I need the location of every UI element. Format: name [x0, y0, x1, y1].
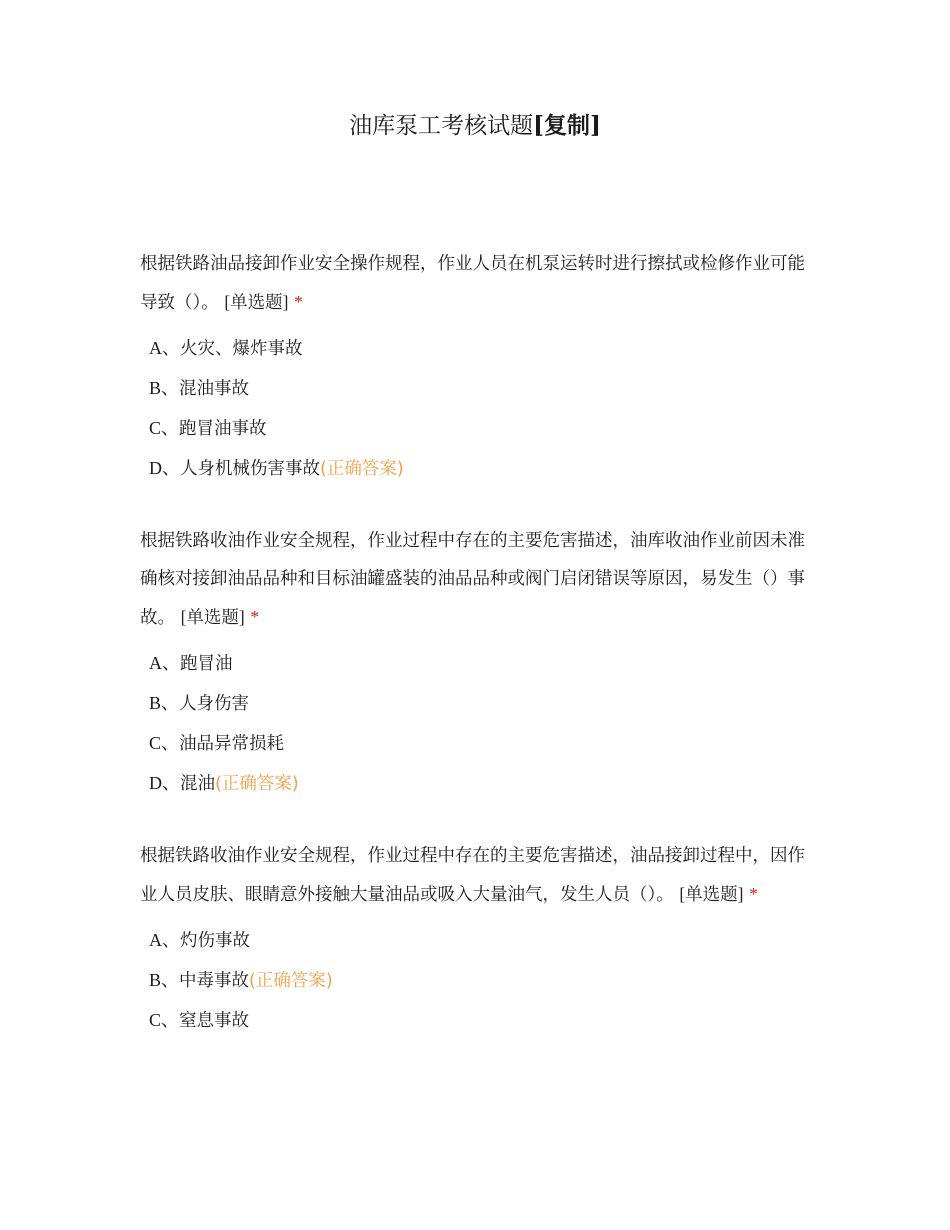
question-3 — [140, 837, 820, 1040]
option-b[interactable] — [140, 368, 820, 408]
page-title-text: 油库泵工考核试题 — [349, 113, 534, 139]
option-list — [140, 920, 820, 1040]
option-c[interactable] — [140, 1000, 820, 1040]
option-c[interactable] — [140, 408, 820, 448]
option-letter: B、 — [149, 378, 180, 398]
option-a[interactable] — [140, 328, 820, 368]
option-letter: A、 — [149, 338, 180, 358]
option-text: 混油事故 — [179, 379, 250, 399]
correct-answer-tag: (正确答案) — [215, 774, 299, 794]
option-letter: A、 — [149, 930, 180, 950]
required-mark: * — [294, 292, 303, 312]
option-letter: C、 — [149, 1010, 180, 1030]
question-stem-text: 根据铁路收油作业安全规程，作业过程中存在的主要危害描述，油品接卸过程中，因作业人员皮肤、眼睛意外接触大量油品或吸入大量油气，发生人员（）。 — [140, 846, 805, 905]
option-letter: C、 — [149, 733, 180, 753]
required-mark: * — [749, 884, 758, 904]
question-stem-text: 根据铁路油品接卸作业安全操作规程，作业人员在机泵运转时进行擦拭或检修作业可能导致（）。 — [140, 254, 805, 313]
option-letter: D、 — [149, 773, 180, 793]
question-stem — [140, 245, 820, 322]
option-text: 人身伤害 — [179, 694, 250, 714]
question-stem — [140, 522, 820, 637]
question-list — [140, 245, 820, 1074]
option-d[interactable] — [140, 763, 820, 803]
option-letter: B、 — [149, 693, 180, 713]
option-letter: A、 — [149, 653, 180, 673]
option-b[interactable] — [140, 683, 820, 723]
option-letter: C、 — [149, 418, 180, 438]
question-type-label: [单选题] — [180, 607, 245, 627]
option-a[interactable] — [140, 920, 820, 960]
correct-answer-tag: (正确答案) — [320, 459, 404, 479]
question-2 — [140, 522, 820, 803]
option-list — [140, 328, 820, 488]
option-d[interactable] — [140, 448, 820, 488]
correct-answer-tag: (正确答案) — [249, 971, 333, 991]
option-text: 混油 — [180, 774, 215, 794]
option-text: 跑冒油 — [180, 654, 233, 674]
option-text: 灼伤事故 — [180, 931, 250, 951]
option-text: 油品异常损耗 — [179, 734, 285, 754]
option-text: 中毒事故 — [179, 971, 250, 991]
required-mark: * — [250, 607, 260, 627]
option-letter: B、 — [149, 970, 180, 990]
option-b[interactable] — [140, 960, 820, 1000]
question-type-label: [单选题] — [224, 292, 289, 312]
option-text: 窒息事故 — [179, 1011, 250, 1031]
option-list — [140, 643, 820, 803]
question-type-label: [单选题] — [679, 884, 744, 904]
question-stem — [140, 837, 820, 914]
option-text: 人身机械伤害事故 — [180, 459, 320, 479]
question-stem-text: 根据铁路收油作业安全规程，作业过程中存在的主要危害描述，油库收油作业前因未准确核对接卸油品品种和目标油罐盛装的油品品种或阀门启闭错误等原因，易发生（）事故。 — [140, 531, 805, 628]
page-title-suffix: [复制] — [533, 112, 601, 139]
page-title — [0, 110, 950, 142]
option-text: 跑冒油事故 — [179, 419, 267, 439]
option-text: 火灾、爆炸事故 — [180, 339, 303, 359]
option-a[interactable] — [140, 643, 820, 683]
question-1 — [140, 245, 820, 488]
option-letter: D、 — [149, 458, 180, 478]
option-c[interactable] — [140, 723, 820, 763]
